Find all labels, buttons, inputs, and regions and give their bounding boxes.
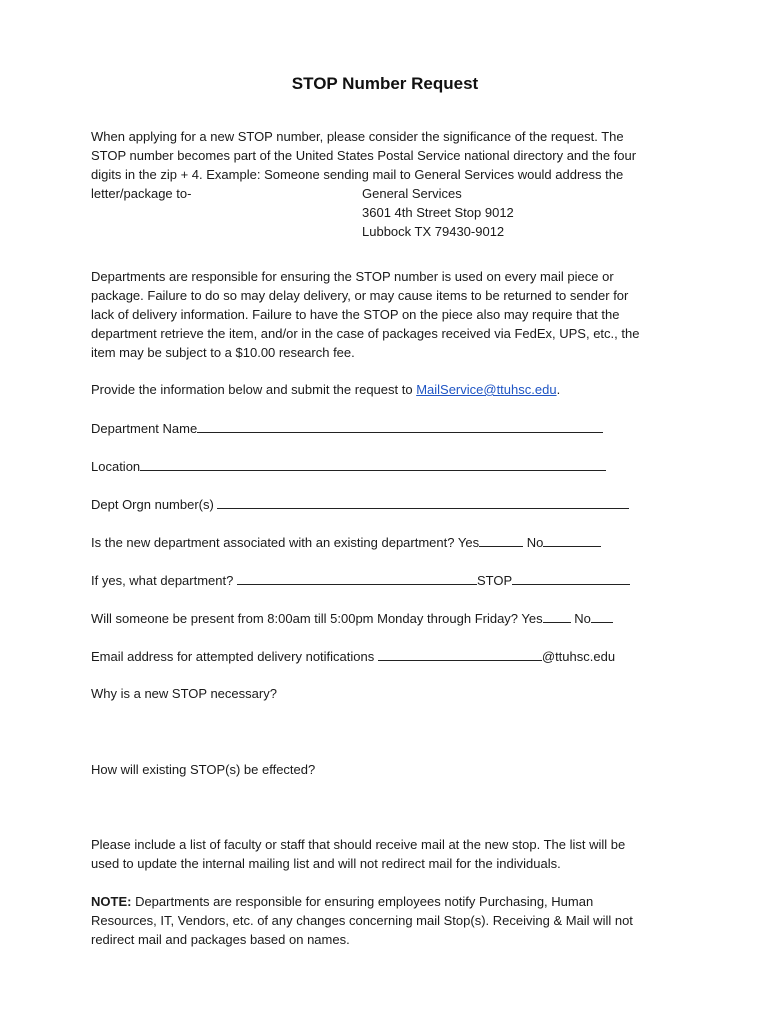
submit-end: .	[556, 382, 561, 397]
location-label: Location	[91, 459, 141, 474]
department-name-field[interactable]	[197, 418, 603, 433]
resp-line-4: department retrieve the item, and/or in the case of packages received via FedEx, UPS, etc., the	[91, 326, 640, 341]
intro-line-4: letter/package to-	[91, 186, 192, 201]
associated-yes-field[interactable]	[479, 532, 523, 547]
resp-line-2: package. Failure to do so may delay delivery, or may cause items to be returned to sender for	[91, 288, 629, 303]
email-question: Email address for attempted delivery notifications	[91, 649, 375, 664]
email-field[interactable]	[378, 646, 542, 661]
intro-line-3: digits in the zip + 4. Example: Someone sending mail to General Services would address the	[91, 167, 624, 182]
intro-line-1: When applying for a new STOP number, please consider the significance of the request. The	[91, 129, 624, 144]
list-line-2: used to update the internal mailing list and will not redirect mail for the individuals.	[91, 856, 561, 871]
if-yes-department-field[interactable]	[237, 570, 477, 585]
present-no-label: No	[574, 611, 591, 626]
mail-service-email-link[interactable]: MailService@ttuhsc.edu	[416, 382, 557, 397]
effect-question: How will existing STOP(s) be effected?	[91, 762, 316, 777]
location-row	[91, 456, 606, 476]
responsibility-paragraph	[91, 267, 681, 362]
address-line-3: Lubbock TX 79430-9012	[362, 224, 505, 239]
list-line-1: Please include a list of faculty or staff that should receive mail at the new stop. The list will be	[91, 837, 626, 852]
why-question: Why is a new STOP necessary?	[91, 686, 277, 701]
note-line-2: Resources, IT, Vendors, etc. of any changes concerning mail Stop(s). Receiving & Mail will not	[91, 913, 633, 928]
note-line-1-text: Departments are responsible for ensuring employees notify Purchasing, Human	[131, 894, 594, 909]
resp-line-1: Departments are responsible for ensuring the STOP number is used on every mail piece or	[91, 269, 614, 284]
address-line-2: 3601 4th Street Stop 9012	[362, 205, 514, 220]
resp-line-5: item may be subject to a $10.00 research fee.	[91, 345, 355, 360]
email-domain: @ttuhsc.edu	[541, 649, 616, 664]
present-yes-field[interactable]	[543, 608, 571, 623]
department-name-row	[91, 418, 603, 438]
associated-no-field[interactable]	[543, 532, 601, 547]
note-label: NOTE:	[91, 894, 132, 909]
associated-row	[91, 532, 601, 552]
present-row	[91, 608, 613, 628]
page-title: STOP Number Request	[291, 74, 479, 93]
stop-field[interactable]	[512, 570, 630, 585]
department-name-label: Department Name	[91, 421, 198, 436]
email-row	[91, 646, 615, 666]
associated-no-label: No	[526, 535, 544, 550]
resp-line-3: lack of delivery information. Failure to have the STOP on the piece also may require that the	[91, 307, 620, 322]
note-line-3: redirect mail and packages based on names.	[91, 932, 350, 947]
dept-orgn-label: Dept Orgn number(s)	[91, 497, 214, 512]
list-paragraph	[91, 835, 681, 873]
dept-orgn-field[interactable]	[217, 494, 629, 509]
dept-orgn-row	[91, 494, 629, 514]
note-line-1	[91, 892, 681, 911]
present-no-field[interactable]	[591, 608, 613, 623]
stop-label: STOP	[476, 573, 513, 588]
address-line-1: General Services	[362, 186, 462, 201]
if-yes-row	[91, 570, 630, 590]
present-question: Will someone be present from 8:00am till 5:00pm Monday through Friday? Yes	[91, 611, 543, 626]
associated-question: Is the new department associated with an existing department? Yes	[91, 535, 480, 550]
intro-line-2: STOP number becomes part of the United States Postal Service national directory and the four	[91, 148, 637, 163]
submit-instructions	[91, 380, 560, 399]
location-field[interactable]	[140, 456, 606, 471]
if-yes-label: If yes, what department?	[91, 573, 234, 588]
example-address	[362, 184, 514, 241]
submit-text: Provide the information below and submit the request to	[91, 382, 417, 397]
note-paragraph	[91, 892, 681, 949]
